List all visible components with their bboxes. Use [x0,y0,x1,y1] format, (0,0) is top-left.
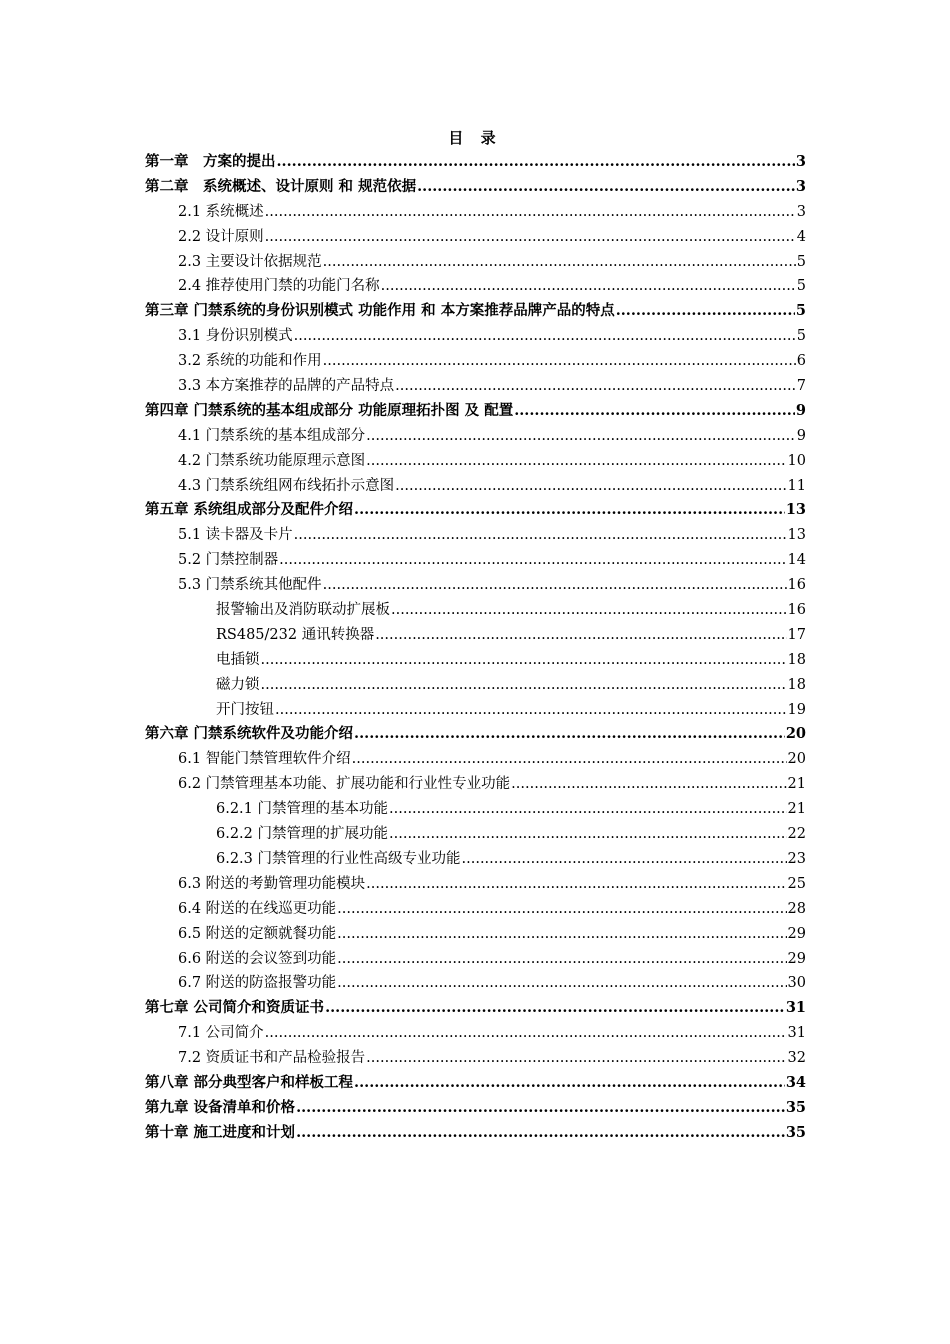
toc-entry-page-number: 31 [787,1025,806,1042]
dot-leader [389,797,787,822]
toc-entry-page-number: 14 [787,552,806,569]
toc-entry[interactable] [145,996,806,1021]
toc-entry-label: 5.3 门禁系统其他配件 [178,577,322,594]
toc-entry[interactable] [145,1021,806,1046]
toc-entry-page-number: 11 [787,477,806,494]
dot-leader [366,424,796,449]
toc-entry-page-number: 19 [787,701,806,718]
toc-entry-label: 6.2.3 门禁管理的行业性高级专业功能 [216,850,461,867]
toc-entry-page-number: 5 [795,302,806,320]
dot-leader [265,200,796,225]
toc-entry-label: 2.2 设计原则 [178,228,264,245]
toc-entry-page-number: 7 [796,378,806,395]
toc-entry-label: 6.3 附送的考勤管理功能模块 [178,875,366,892]
toc-entry[interactable] [145,1096,806,1121]
toc-entry-page-number: 18 [787,651,806,668]
toc-entry-label: 第一章 方案的提出 [145,153,276,170]
toc-entry-page-number: 25 [787,875,806,892]
toc-entry-label: 第二章 系统概述、设计原则 和 规范依据 [145,177,417,195]
toc-entry-page-number: 34 [785,1073,806,1091]
toc-entry[interactable] [145,772,806,797]
toc-entry-label: 7.2 资质证书和产品检验报告 [178,1050,366,1067]
dot-leader [337,971,786,996]
dot-leader [261,673,787,698]
toc-entry-label: 6.2 门禁管理基本功能、扩展功能和行业性专业功能 [178,776,511,793]
toc-entry-page-number: 20 [787,751,806,768]
dot-leader [279,548,786,573]
toc-entry[interactable] [145,399,806,424]
dot-leader [277,150,795,175]
toc-entry-label: RS485/232 通讯转换器 [216,626,375,643]
toc-entry-label: 4.2 门禁系统功能原理示意图 [178,452,366,469]
dot-leader [395,474,786,499]
toc-entry-label: 6.1 智能门禁管理软件介绍 [178,751,351,768]
toc-entry[interactable] [145,822,806,847]
toc-entry-page-number: 3 [796,203,806,220]
toc-entry[interactable] [145,274,806,299]
toc-entry-label: 2.4 推荐使用门禁的功能门名称 [178,278,380,295]
toc-entry-label: 第九章 设备清单和价格 [145,1098,296,1116]
toc-entry-page-number: 35 [785,1098,806,1116]
toc-entry-label: 6.2.2 门禁管理的扩展功能 [216,826,389,843]
toc-entry[interactable] [145,897,806,922]
toc-entry[interactable] [145,548,806,573]
toc-entry[interactable] [145,324,806,349]
toc-entry[interactable] [145,722,806,747]
toc-entry-page-number: 3 [795,153,806,170]
toc-entry[interactable] [145,150,806,175]
dot-leader [389,822,787,847]
toc-entry-page-number: 35 [785,1123,806,1141]
toc-entry-page-number: 28 [787,900,806,917]
toc-entry-page-number: 29 [787,925,806,942]
dot-leader [325,996,785,1021]
toc-entry[interactable] [145,1046,806,1071]
toc-entry-label: 第八章 部分典型客户和样板工程 [145,1073,354,1091]
toc-entry-page-number: 13 [787,527,806,544]
dot-leader [296,1096,785,1121]
toc-entry-label: 3.3 本方案推荐的品牌的产品特点 [178,378,395,395]
toc-entry[interactable] [145,250,806,275]
dot-leader [354,722,785,747]
dot-leader [375,623,786,648]
toc-entry-page-number: 22 [787,826,806,843]
toc-entry-label: 开门按钮 [216,701,274,718]
dot-leader [337,922,786,947]
dot-leader [265,225,796,250]
toc-entry-page-number: 9 [795,401,806,419]
toc-entry-page-number: 32 [787,1050,806,1067]
toc-entry-label: 报警输出及消防联动扩展板 [216,602,390,619]
toc-entry-page-number: 18 [787,676,806,693]
toc-entry-label: 3.1 身份识别模式 [178,328,293,345]
toc-entry[interactable] [145,424,806,449]
dot-leader [296,1121,785,1146]
toc-entry-page-number: 10 [787,452,806,469]
dot-leader [275,698,787,723]
toc-entry-page-number: 9 [796,427,806,444]
toc-entry-label: 第六章 门禁系统软件及功能介绍 [145,725,354,743]
dot-leader [514,399,795,424]
toc-entry[interactable] [145,623,806,648]
toc-entry-label: 第五章 系统组成部分及配件介绍 [145,501,354,519]
toc-title: 目 录 [448,129,502,147]
dot-leader [366,872,786,897]
toc-entry-page-number: 5 [796,278,806,295]
toc-entry-label: 电插锁 [216,651,260,668]
dot-leader [323,573,787,598]
toc-entry-label: 第十章 施工进度和计划 [145,1123,296,1141]
toc-entry[interactable] [145,747,806,772]
toc-entry[interactable] [145,349,806,374]
dot-leader [417,175,795,200]
dot-leader [354,498,785,523]
dot-leader [261,648,787,673]
toc-entry[interactable] [145,872,806,897]
toc-entry-page-number: 20 [785,725,806,743]
toc-entry[interactable] [145,374,806,399]
dot-leader [366,1046,786,1071]
toc-entry[interactable] [145,474,806,499]
toc-entry[interactable] [145,1121,806,1146]
dot-leader [337,897,786,922]
toc-entry[interactable] [145,598,806,623]
toc-entry-label: 5.2 门禁控制器 [178,552,279,569]
toc-entry[interactable] [145,1071,806,1096]
toc-entry-label: 6.6 附送的会议签到功能 [178,950,337,967]
toc-entry-label: 4.3 门禁系统组网布线拓扑示意图 [178,477,395,494]
toc-entry-label: 6.7 附送的防盗报警功能 [178,975,337,992]
toc-entry-page-number: 21 [787,776,806,793]
toc-entry-label: 6.5 附送的定额就餐功能 [178,925,337,942]
toc-entry-label: 6.2.1 门禁管理的基本功能 [216,801,389,818]
toc-entry[interactable] [145,971,806,996]
dot-leader [391,598,787,623]
toc-entry-page-number: 16 [787,577,806,594]
toc-entry-page-number: 4 [796,228,806,245]
dot-leader [337,947,786,972]
toc-entry[interactable] [145,648,806,673]
toc-entry[interactable] [145,175,806,200]
toc-entry[interactable] [145,498,806,523]
toc-entry[interactable] [145,847,806,872]
toc-entry-label: 7.1 公司简介 [178,1025,264,1042]
toc-entry[interactable] [145,922,806,947]
toc-entry-page-number: 3 [795,177,806,195]
toc-entry-label: 2.3 主要设计依据规范 [178,253,322,270]
toc-entry-page-number: 29 [787,950,806,967]
toc-entry-page-number: 16 [787,602,806,619]
toc-entry-label: 6.4 附送的在线巡更功能 [178,900,337,917]
dot-leader [352,747,787,772]
toc-entry-label: 4.1 门禁系统的基本组成部分 [178,427,366,444]
toc-entry-label: 磁力锁 [216,676,260,693]
toc-entry-page-number: 13 [785,501,806,519]
dot-leader [616,299,795,324]
dot-leader [511,772,786,797]
toc-entry[interactable] [145,947,806,972]
toc-entry[interactable] [145,225,806,250]
toc-entry-label: 5.1 读卡器及卡片 [178,527,293,544]
dot-leader [381,274,796,299]
toc-entry[interactable] [145,523,806,548]
dot-leader [395,374,796,399]
toc-entry[interactable] [145,200,806,225]
toc-entry-page-number: 6 [796,353,806,370]
toc-entry-page-number: 30 [787,975,806,992]
toc-entry[interactable] [145,573,806,598]
toc-entry[interactable] [145,797,806,822]
toc-entry-label: 3.2 系统的功能和作用 [178,353,322,370]
toc-entry-page-number: 23 [787,850,806,867]
dot-leader [354,1071,785,1096]
toc-entry-label: 2.1 系统概述 [178,203,264,220]
dot-leader [294,523,787,548]
toc-entry-page-number: 21 [787,801,806,818]
dot-leader [323,250,796,275]
toc-list [145,150,806,1146]
dot-leader [366,449,786,474]
toc-entry-label: 第四章 门禁系统的基本组成部分 功能原理拓扑图 及 配置 [145,401,514,419]
toc-entry[interactable] [145,299,806,324]
toc-entry[interactable] [145,673,806,698]
toc-entry[interactable] [145,698,806,723]
toc-entry[interactable] [145,449,806,474]
toc-entry-page-number: 5 [796,328,806,345]
toc-entry-page-number: 17 [787,626,806,643]
dot-leader [462,847,787,872]
toc-entry-label: 第七章 公司简介和资质证书 [145,999,325,1017]
dot-leader [323,349,796,374]
toc-entry-label: 第三章 门禁系统的身份识别模式 功能作用 和 本方案推荐品牌产品的特点 [145,302,615,320]
toc-entry-page-number: 31 [785,999,806,1017]
dot-leader [294,324,796,349]
dot-leader [265,1021,787,1046]
toc-entry-page-number: 5 [796,253,806,270]
